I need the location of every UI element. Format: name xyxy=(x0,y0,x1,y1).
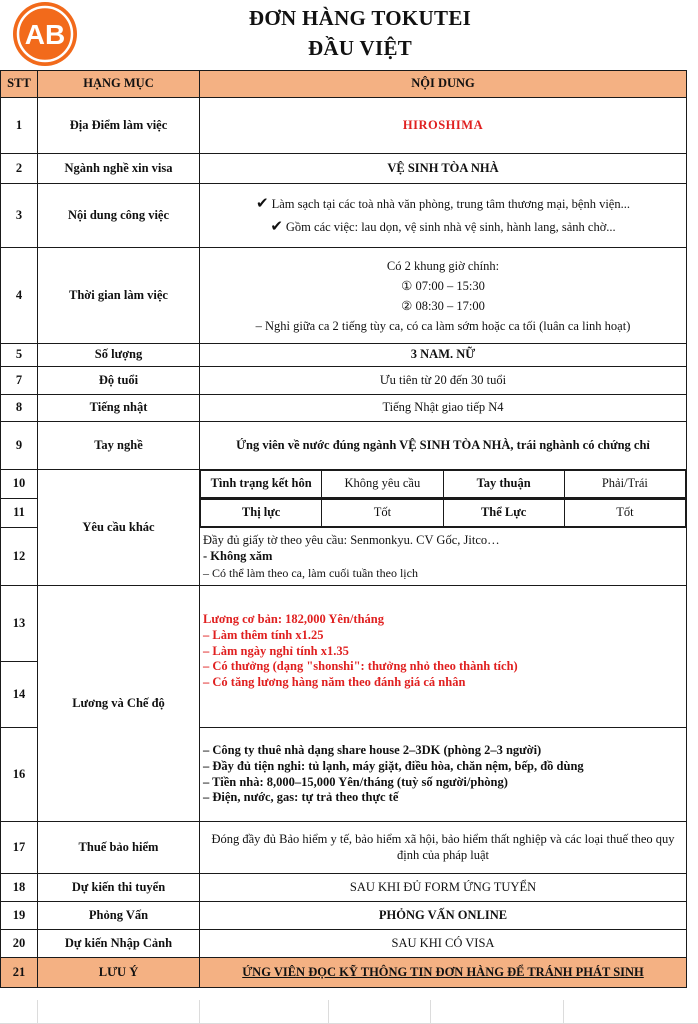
exam-schedule: SAU KHI ĐỦ FORM ỨNG TUYỂN xyxy=(200,874,687,902)
table-row xyxy=(1,822,687,874)
table-row xyxy=(1,874,687,902)
interview-type: PHỎNG VẤN ONLINE xyxy=(200,902,687,930)
job-description xyxy=(200,184,687,248)
table-row xyxy=(1,902,687,930)
row-number: 14 xyxy=(1,662,38,728)
skill-requirement: Ứng viên về nước đúng ngành VỆ SINH TÒA NHÀ, trái nghành có chứng chỉ xyxy=(200,422,687,470)
sheet-gridline xyxy=(328,1000,329,1024)
row-number: 12 xyxy=(1,528,38,586)
table-row xyxy=(1,154,687,184)
hours-line: Có 2 khung giờ chính: xyxy=(386,258,500,273)
row-number: 19 xyxy=(1,902,38,930)
housing-line: – Tiền nhà: 8,000–15,000 Yên/tháng (tuỳ số người/phòng) xyxy=(203,774,508,789)
salary-line: – Làm thêm tính x1.25 xyxy=(203,628,324,643)
eyesight-label: Thị lực xyxy=(201,500,322,527)
checkmark-icon: ✔ xyxy=(270,218,283,235)
row-category: Tiếng nhật xyxy=(38,395,200,422)
row-category: Nội dung công việc xyxy=(38,184,200,248)
handedness-label: Tay thuận xyxy=(443,471,564,498)
table-row xyxy=(1,958,687,988)
fitness-value: Tốt xyxy=(564,500,685,527)
row-number: 16 xyxy=(1,728,38,822)
row-number: 4 xyxy=(1,248,38,344)
work-location: HIROSHIMA xyxy=(200,98,687,154)
hours-line: ① 07:00 – 15:30 xyxy=(401,278,485,293)
row-number: 10 xyxy=(1,470,38,499)
header-stt: STT xyxy=(1,71,38,98)
row-category: Địa Điểm làm việc xyxy=(38,98,200,154)
req-line: Đầy đủ giấy tờ theo yêu cầu: Senmonkyu. CV Gốc, Jitco… xyxy=(203,532,500,547)
row-number: 2 xyxy=(1,154,38,184)
eyesight-value: Tốt xyxy=(322,500,443,527)
sheet-gridline xyxy=(430,1000,431,1024)
checkmark-icon: ✔ xyxy=(255,195,269,212)
job-order-table xyxy=(0,70,687,988)
insurance-details: Đóng đầy đủ Bảo hiểm y tế, bảo hiểm xã hội, bảo hiểm thất nghiệp và các loại thuế theo quy định của pháp luật xyxy=(200,822,687,874)
table-row xyxy=(1,470,687,499)
req-line: – Có thể làm theo ca, làm cuối tuần theo lịch xyxy=(203,566,418,581)
requirements-grid xyxy=(200,499,687,528)
row-number: 13 xyxy=(1,586,38,662)
visa-field: VỆ SINH TÒA NHÀ xyxy=(200,154,687,184)
row-number: 5 xyxy=(1,344,38,367)
req-line: - Không xăm xyxy=(203,549,273,564)
table-row xyxy=(1,367,687,395)
row-category: Thời gian làm việc xyxy=(38,248,200,344)
row-category: Phỏng Vấn xyxy=(38,902,200,930)
entry-schedule: SAU KHI CÓ VISA xyxy=(200,930,687,958)
row-number: 11 xyxy=(1,499,38,528)
hours-line: – Nghỉ giữa ca 2 tiếng tùy ca, có ca làm sớm hoặc ca tối (luân ca linh hoạt) xyxy=(255,318,631,333)
svg-text:AB: AB xyxy=(24,19,66,50)
requirements-grid xyxy=(200,470,687,499)
housing-details xyxy=(200,728,687,822)
table-row xyxy=(1,586,687,662)
other-requirements xyxy=(200,528,687,586)
row-number: 7 xyxy=(1,367,38,395)
row-category: Thuế bảo hiểm xyxy=(38,822,200,874)
job-line: Gồm các việc: lau dọn, vệ sinh nhà vệ sinh, hành lang, sảnh chờ... xyxy=(285,219,616,234)
row-category: Tay nghề xyxy=(38,422,200,470)
table-row xyxy=(1,930,687,958)
housing-line: – Đầy đủ tiện nghi: tủ lạnh, máy giặt, điều hòa, chăn nệm, bếp, đồ dùng xyxy=(203,758,584,773)
hours-line: ② 08:30 – 17:00 xyxy=(401,298,485,313)
table-row xyxy=(1,248,687,344)
table-row xyxy=(1,344,687,367)
sheet-gridline xyxy=(37,1000,38,1024)
page-subtitle: ĐẦU VIỆT xyxy=(307,36,413,60)
salary-line: – Có tăng lương hàng năm theo đánh giá cá nhân xyxy=(203,674,466,689)
table-row xyxy=(1,184,687,248)
row-category: Dự kiến Nhập Cảnh xyxy=(38,930,200,958)
marital-value: Không yêu cầu xyxy=(322,471,443,498)
row-number: 9 xyxy=(1,422,38,470)
quantity: 3 NAM. NỮ xyxy=(200,344,687,367)
row-category: Dự kiến thi tuyển xyxy=(38,874,200,902)
row-category: Lương và Chế độ xyxy=(38,586,200,822)
company-logo xyxy=(10,1,80,67)
row-number: 17 xyxy=(1,822,38,874)
fitness-label: Thể Lực xyxy=(443,500,564,527)
row-category: LƯU Ý xyxy=(38,958,200,988)
table-row xyxy=(1,395,687,422)
age-range: Ưu tiên từ 20 đến 30 tuổi xyxy=(200,367,687,395)
work-hours xyxy=(200,248,687,344)
row-category: Yêu cầu khác xyxy=(38,470,200,586)
row-category: Số lượng xyxy=(38,344,200,367)
handedness-value: Phải/Trái xyxy=(564,471,685,498)
table-row xyxy=(1,98,687,154)
marital-label: Tình trạng kết hôn xyxy=(201,471,322,498)
page-title: ĐƠN HÀNG TOKUTEI xyxy=(248,6,472,30)
salary-line: – Làm ngày nghỉ tính x1.35 xyxy=(203,643,349,658)
row-number: 8 xyxy=(1,395,38,422)
salary-line: – Có thưởng (dạng "shonshi": thưởng nhỏ theo thành tích) xyxy=(203,659,518,674)
sheet-gridline xyxy=(199,1000,200,1024)
header-category: HẠNG MỤC xyxy=(38,71,200,98)
row-number: 21 xyxy=(1,958,38,988)
row-category: Độ tuổi xyxy=(38,367,200,395)
housing-line: – Công ty thuê nhà dạng share house 2–3DK (phòng 2–3 người) xyxy=(203,743,542,758)
table-row xyxy=(1,422,687,470)
row-number: 20 xyxy=(1,930,38,958)
row-number: 18 xyxy=(1,874,38,902)
job-line: Làm sạch tại các toà nhà văn phòng, trung tâm thương mại, bệnh viện... xyxy=(271,196,630,211)
row-number: 3 xyxy=(1,184,38,248)
salary-line: Lương cơ bản: 182,000 Yên/tháng xyxy=(203,612,384,627)
table-header xyxy=(1,71,687,98)
japanese-level: Tiếng Nhật giao tiếp N4 xyxy=(200,395,687,422)
header-content: NỘI DUNG xyxy=(200,71,687,98)
row-number: 1 xyxy=(1,98,38,154)
housing-line: – Điện, nước, gas: tự trả theo thực tế xyxy=(203,790,399,805)
salary-details xyxy=(200,586,687,728)
important-note: ỨNG VIÊN ĐỌC KỸ THÔNG TIN ĐƠN HÀNG ĐỂ TRÁNH PHÁT SINH xyxy=(200,958,687,988)
row-category: Ngành nghề xin visa xyxy=(38,154,200,184)
sheet-gridline xyxy=(563,1000,564,1024)
